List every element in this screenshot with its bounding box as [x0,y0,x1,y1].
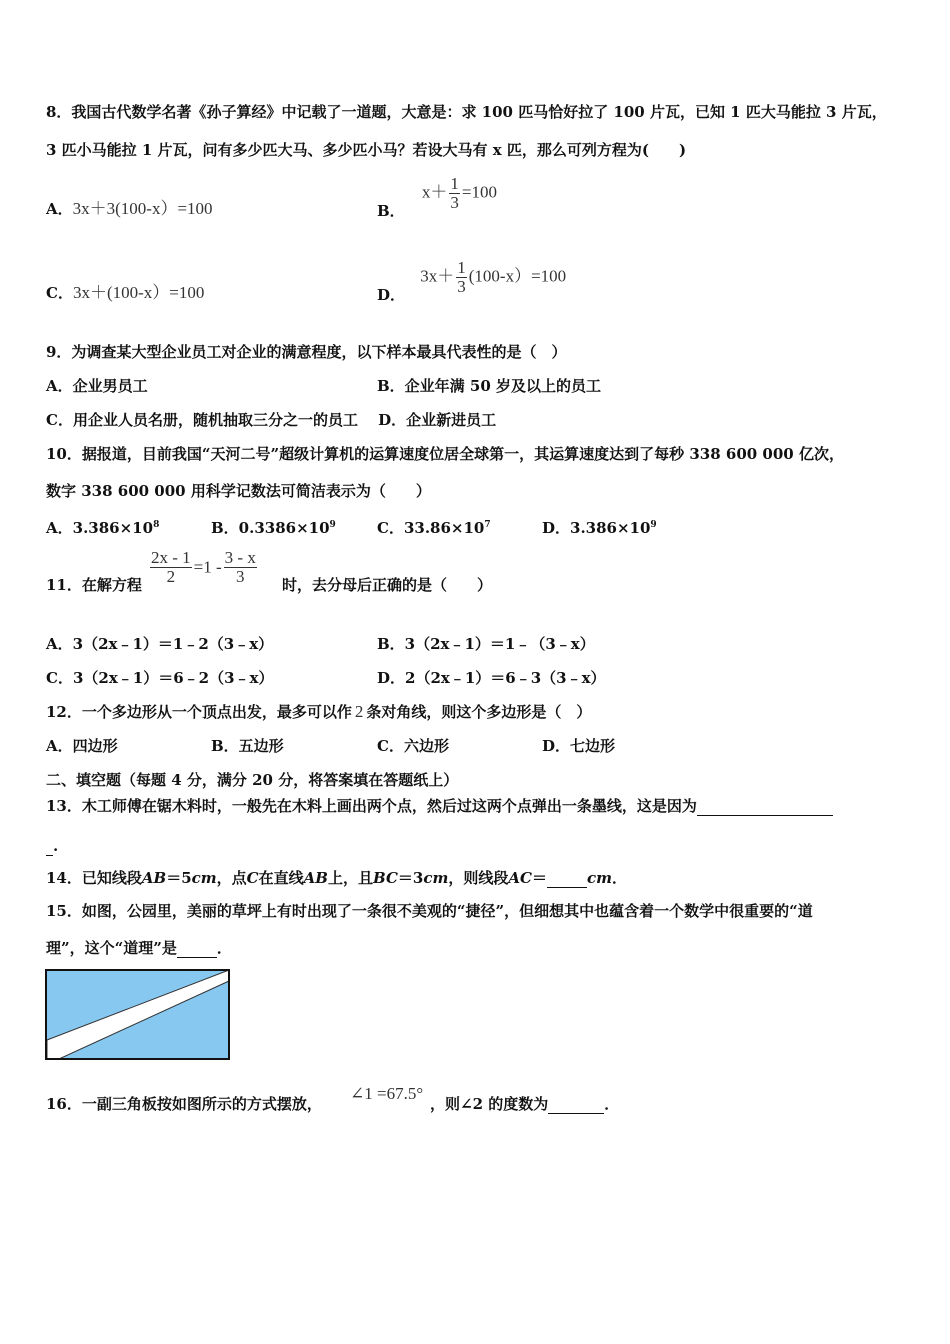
q8-option-d-fraction: $\frac{1}{3}$ [457,258,466,296]
q11-fraction-left: $\frac{2x - 1}{2}$ [151,548,191,586]
q11-option-d[interactable]: D．2（2x﹣1）＝6﹣3（3﹣x） [377,669,606,687]
q11-stem-post: 时，去分母后正确的是（ ） [282,576,493,594]
q8-option-b-label: B． [377,202,405,220]
q16-angle-expr: ∠1 =67.5° [350,1084,424,1103]
q10-stem-line1: 10．据报道，目前我国“天河二号”超级计算机的运算速度位居全球第一，其运算速度达到了每秒 338 600 000 亿次， [46,445,844,463]
q11-fraction-right: $\frac{3 - x}{3}$ [224,548,256,586]
q8-option-d-pre: 3x＋ [420,266,455,286]
q12-stem: 12．一个多边形从一个顶点出发，最多可以作 2 条对角线，则这个多边形是（ ） [46,702,592,721]
q10-option-d[interactable]: D．$3.386\times 10^9$ [542,519,657,537]
section-fill-in-heading: 二、填空题（每题 4 分，满分 20 分，将答案填在答题纸上） [46,771,459,789]
q8-option-b-post: =100 [461,182,498,202]
q10-option-c[interactable]: C．$33.86\times 10^7$ [377,519,491,537]
q8-option-a-label: A． [46,200,73,218]
q8-option-d[interactable] [377,259,566,305]
q15-stem-line1: 15．如图，公园里，美丽的草坪上有时出现了一条很不美观的“捷径”，但细想其中也蕴含着一个数学中很重要的“道 [46,902,813,920]
q9-option-c-d[interactable]: C．用企业人员名册，随机抽取三分之一的员工 D．企业新进员工 [46,411,497,429]
q8-option-b-pre: x＋ [421,182,448,202]
q8-option-b-fraction: $\frac{1}{3}$ [450,174,459,212]
q11-option-c[interactable]: C．3（2x﹣1）＝6﹣2（3﹣x） [46,669,274,687]
q9-stem: 9．为调查某大型企业员工对企业的满意程度，以下样本最具代表性的是（ ） [46,343,567,361]
q10-option-b[interactable]: B．$0.3386\times 10^9$ [211,519,336,537]
q8-stem-line1: 8．我国古代数学名著《孙子算经》中记载了一道题，大意是：求 100 匹马恰好拉了 100 片瓦，已知 1 匹大马能拉 3 片瓦， [46,103,887,121]
q15-stem-line2: 理”，这个“道理”是 ． [46,939,232,957]
q13-stem-line1: 13．木工师傅在锯木料时，一般先在木料上画出两个点，然后过这两个点弹出一条墨线，这是因为 [46,796,833,816]
q11-equation-mid: =1 - [193,557,222,577]
q8-option-a-expr: 3x＋3(100-x）=100 [72,199,213,218]
q8-option-d-label: D． [377,286,406,304]
q11-stem-pre: 11．在解方程 [46,576,142,594]
q9-option-b[interactable]: B．企业年满 50 岁及以上的员工 [377,377,601,395]
q12-option-b[interactable]: B．五边形 [211,737,284,755]
q8-stem-line2: 3 匹小马能拉 1 片瓦，问有多少匹大马、多少匹小马？若设大马有 x 匹，那么可列方程为( ) [46,141,687,159]
q8-option-c-label: C． [46,284,73,302]
q12-option-c[interactable]: C．六边形 [377,737,449,755]
q11-option-b[interactable]: B．3（2x﹣1）＝1﹣（3﹣x） [377,635,595,653]
q16-stem-post: ，则∠2 的度数为 ． [430,1095,620,1113]
q16-stem-pre: 16．一副三角板按如图所示的方式摆放， [46,1095,322,1113]
q14-answer-blank[interactable] [547,873,587,888]
q13-answer-blank[interactable] [697,801,833,816]
q10-stem-line2: 数字 338 600 000 用科学记数法可简洁表示为（ ） [46,482,431,500]
q8-option-c[interactable] [46,283,204,303]
q11-equation [148,549,259,586]
q12-number: 2 [354,702,364,721]
q16-answer-blank[interactable] [548,1099,604,1114]
q11-option-a[interactable]: A．3（2x﹣1）＝1﹣2（3﹣x） [46,635,274,653]
q8-option-c-expr: 3x＋(100-x）=100 [72,283,205,302]
q13-answer-blank-cont[interactable] [46,841,53,856]
q9-option-a[interactable]: A．企业男员工 [46,377,148,395]
q10-option-a[interactable]: A．$3.386\times 10^8$ [46,519,160,537]
q12-option-d[interactable]: D．七边形 [542,737,616,755]
q14-stem: 14．已知线段AB＝5cm，点C在直线AB上，且BC＝3cm，则线段AC＝ cm． [46,869,627,887]
q8-option-d-post: (100-x）=100 [468,266,567,286]
q8-option-a[interactable] [46,199,213,219]
q15-answer-blank[interactable] [177,943,217,958]
q8-option-b[interactable] [377,175,497,221]
q15-lawn-figure [45,969,231,1061]
q13-stem-line2: . [46,836,58,856]
q12-option-a[interactable]: A．四边形 [46,737,118,755]
